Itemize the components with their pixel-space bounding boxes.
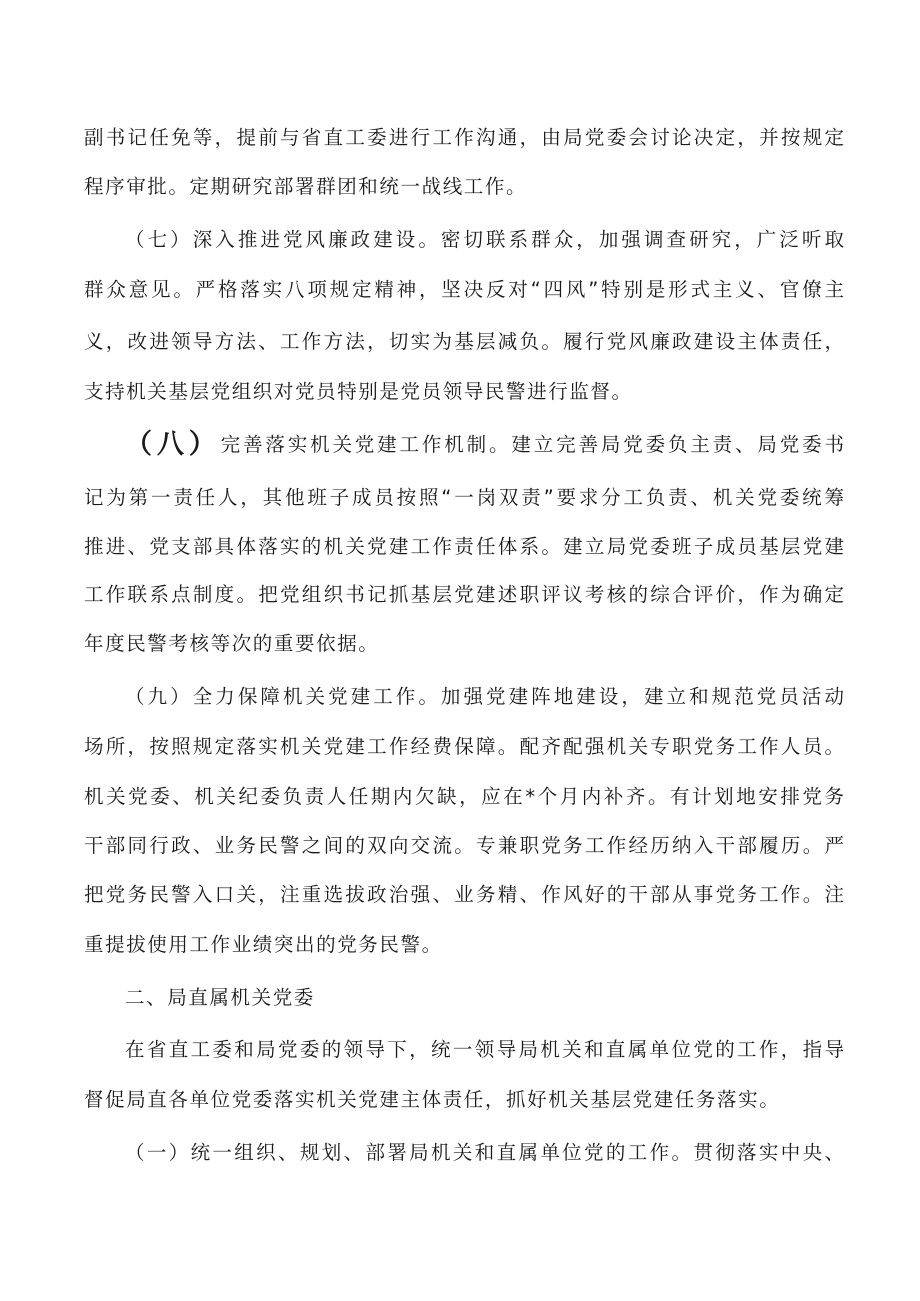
text-line: 记为第一责任人，其他班子成员按照“一岗双责”要求分工负责、机关党委统筹 bbox=[84, 486, 844, 509]
text-line: 在省直工委和局党委的领导下，统一领导局机关和直属单位党的工作，指导 bbox=[125, 1038, 844, 1061]
section-heading: 二、局直属机关党委 bbox=[125, 986, 315, 1009]
text-line: 工作联系点制度。把党组织书记抓基层党建述职评议考核的综合评价，作为确定 bbox=[84, 583, 844, 606]
text-line: 重提拔使用工作业绩突出的党务民警。 bbox=[84, 933, 443, 956]
text-line: 副书记任免等，提前与省直工委进行工作沟通，由局党委会讨论决定，并按规定 bbox=[84, 126, 844, 149]
text-line: 群众意见。严格落实八项规定精神，坚决反对“四风”特别是形式主义、官僚主 bbox=[84, 278, 844, 301]
text-line: 推进、党支部具体落实的机关党建工作责任体系。建立局党委班子成员基层党建 bbox=[84, 535, 844, 558]
text-line: （九）全力保障机关党建工作。加强党建阵地建设，建立和规范党员活动 bbox=[125, 685, 844, 708]
text-span: 完善落实机关党建工作机制。建立完善局党委负主责、局党委书 bbox=[220, 433, 844, 456]
text-line: 程序审批。定期研究部署群团和统一战线工作。 bbox=[84, 175, 528, 198]
text-line: （一）统一组织、规划、部署局机关和直属单位党的工作。贯彻落实中央、 bbox=[125, 1141, 844, 1164]
section-eight-line bbox=[125, 430, 844, 460]
text-line: 督促局直各单位党委落实机关党建主体责任，抓好机关基层党建任务落实。 bbox=[84, 1088, 781, 1111]
text-line: 机关党委、机关纪委负责人任期内欠缺，应在*个月内补齐。有计划地安排党务 bbox=[84, 785, 844, 808]
text-line: 义，改进领导方法、工作方法，切实为基层减负。履行党风廉政建设主体责任， bbox=[84, 330, 844, 353]
section-mark: （八） bbox=[125, 429, 221, 460]
text-line: 场所，按照规定落实机关党建工作经费保障。配齐配强机关专职党务工作人员。 bbox=[84, 735, 844, 758]
text-line: 干部同行政、业务民警之间的双向交流。专兼职党务工作经历纳入干部履历。严 bbox=[84, 834, 844, 857]
text-line: 年度民警考核等次的重要依据。 bbox=[84, 632, 380, 655]
text-line: 把党务民警入口关，注重选拔政治强、业务精、作风好的干部从事党务工作。注 bbox=[84, 883, 844, 906]
text-line: （七）深入推进党风廉政建设。密切联系群众，加强调查研究，广泛听取 bbox=[125, 228, 844, 251]
text-line: 支持机关基层党组织对党员特别是党员领导民警进行监督。 bbox=[84, 380, 633, 403]
